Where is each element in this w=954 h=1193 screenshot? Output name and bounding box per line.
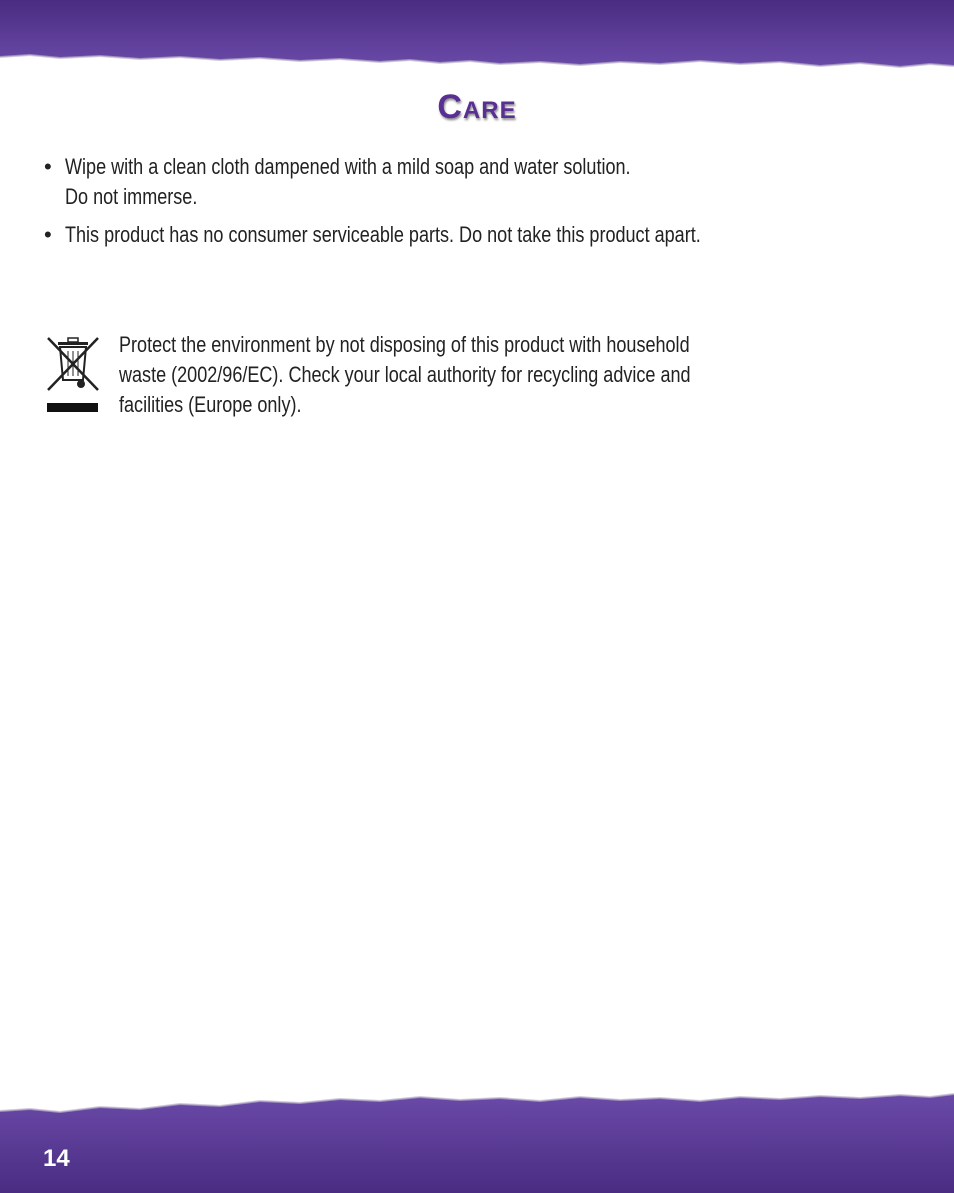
page-title: Care [437, 88, 517, 126]
list-item-text-line: Do not immerse. [65, 184, 198, 209]
environment-notice-line: waste (2002/96/EC). Check your local authority for recycling advice and [119, 362, 691, 387]
list-item-text-line: This product has no consumer serviceable parts. Do not take this product apart. [65, 222, 701, 247]
environment-notice-line: Protect the environment by not disposing of this product with household [119, 332, 690, 357]
list-item-text-line: Wipe with a clean cloth dampened with a mild soap and water solution. [65, 154, 631, 179]
list-item [44, 220, 924, 250]
environment-notice [119, 330, 919, 420]
page-number: 14 [43, 1145, 70, 1172]
environment-notice-line: facilities (Europe only). [119, 392, 302, 417]
crossed-out-wheelie-bin-icon [44, 334, 102, 416]
bullet: • [44, 222, 52, 247]
list-item [44, 152, 924, 212]
top-decorative-band [0, 0, 954, 80]
bullet: • [44, 154, 52, 179]
care-instructions-list [44, 152, 924, 258]
bottom-decorative-band [0, 1085, 954, 1193]
